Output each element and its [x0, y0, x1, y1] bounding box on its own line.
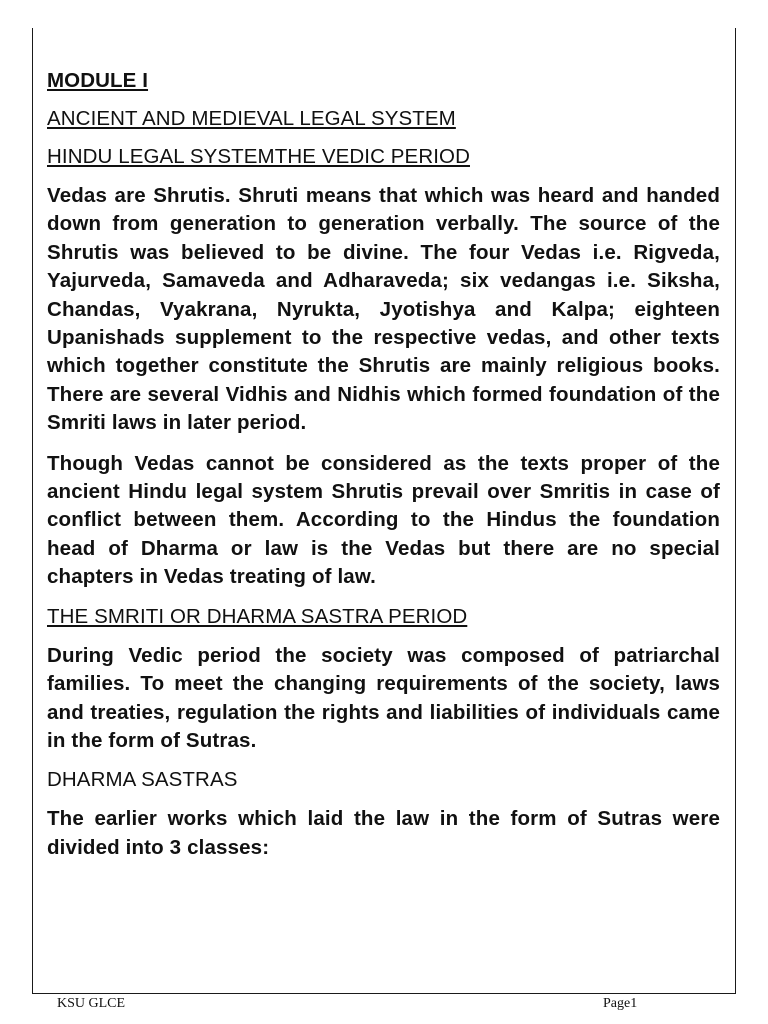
paragraph-vedic-society: During Vedic period the society was composed of patriarchal families. To meet the changing requirements of the society, laws and treaties, regulation the rights and liabilities of individuals came in the form of Sutras.: [47, 643, 720, 752]
paragraph-vedas: Vedas are Shrutis. Shruti means that which was heard and handed down from generation to generation verbally. The source of the Shrutis was believed to be divine. The four Vedas i.e. Rigveda, Yajurveda, Samaveda and Adharaveda; six vedangas i.e. Siksha, Chandas, Vyakrana, Nyrukta, Jyotishya and Kalpa; eighteen Upanishads supplement to the respective vedas, and other texts which together constitute the Shrutis are mainly religious books. There are several Vidhis and Nidhis which formed foundation of the Smriti laws in later period.: [47, 184, 720, 435]
section-title: ANCIENT AND MEDIEVAL LEGAL SYSTEM: [47, 107, 456, 130]
footer-page-number: Page1: [603, 996, 638, 1011]
paragraph-shrutis: Though Vedas cannot be considered as the texts proper of the ancient Hindu legal system Shrutis prevail over Smritis in case of conflict between them. According to the Hindus the foundation head of Dharma or law is the Vedas but there are no special chapters in Vedas treating of law.: [47, 451, 720, 589]
smriti-heading: THE SMRITI OR DHARMA SASTRA PERIOD: [47, 604, 468, 628]
footer-institution: KSU GLCE: [57, 996, 126, 1011]
paragraph-sutras: The earlier works which laid the law in the form of Sutras were divided into 3 classes:: [47, 807, 720, 859]
subsection-title: HINDU LEGAL SYSTEMTHE VEDIC PERIOD: [47, 145, 470, 168]
document-body: [47, 68, 720, 874]
dharma-sastras-heading: DHARMA SASTRAS: [47, 768, 238, 792]
module-title: MODULE I: [47, 69, 149, 92]
